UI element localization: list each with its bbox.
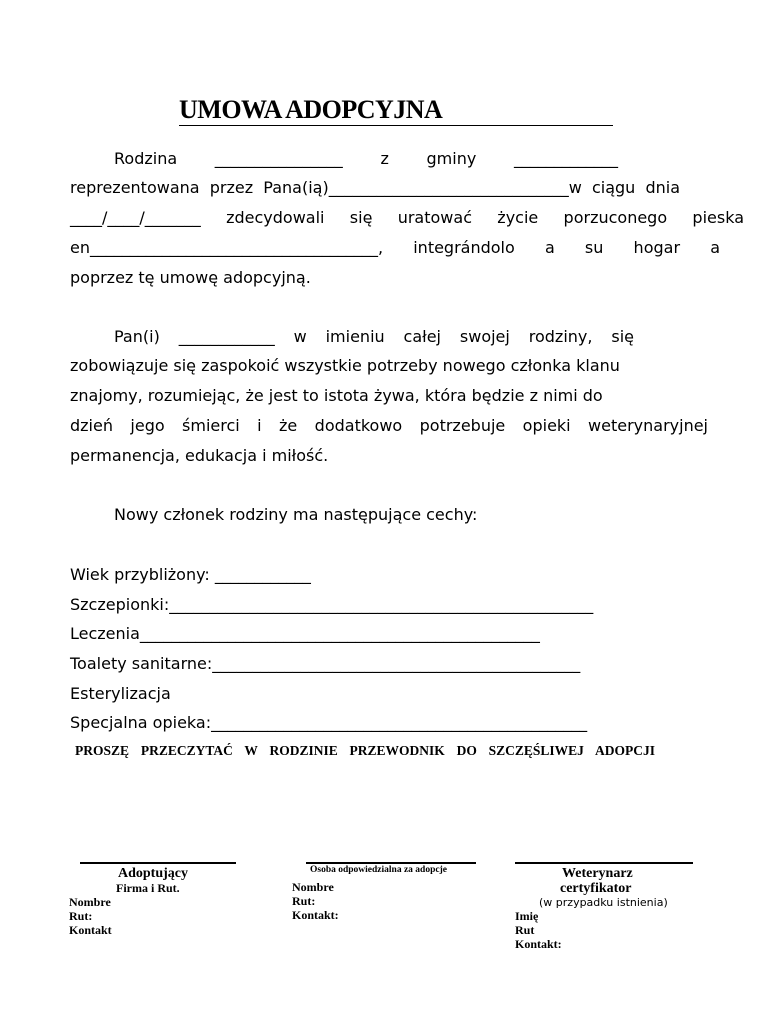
- adopter-title: Adoptujący: [118, 866, 189, 881]
- p1-line5: poprzez tę umowę adopcyjną.: [70, 268, 311, 287]
- adopter-subtitle: Firma i Rut.: [116, 881, 180, 895]
- document-title: UMOWA ADOPCYJNA: [179, 95, 443, 124]
- responsible-contact-label: Kontakt:: [292, 908, 339, 922]
- title-underline: [179, 96, 613, 126]
- signature-line-vet: [515, 862, 693, 864]
- signature-line-responsible: [306, 862, 476, 864]
- responsible-title: Osoba odpowiedzialna za adopcje: [310, 865, 447, 875]
- p2-line3: znajomy, rozumiejąc, że jest to istota żywa, która będzie z nimi do: [70, 386, 603, 405]
- field-special-care: Specjalna opieka:_______________________________________________: [70, 713, 588, 732]
- signature-line-adopter: [80, 862, 236, 864]
- responsible-name-label: Nombre: [292, 880, 334, 894]
- vet-subtitle: certyfikator: [560, 881, 632, 896]
- vet-contact-label: Kontakt:: [515, 937, 562, 951]
- p1-line1: Rodzina ________________ z gminy _____________: [114, 149, 618, 168]
- field-vaccines: Szczepionki:_____________________________________________________: [70, 595, 594, 614]
- adopter-name-label: Nombre: [69, 895, 111, 909]
- adopter-rut-label: Rut:: [69, 909, 93, 923]
- p1-line2: reprezentowana przez Pana(ią)______________________________w ciągu dnia: [70, 178, 681, 197]
- responsible-rut-label: Rut:: [292, 894, 316, 908]
- p2-line2: zobowiązuje się zaspokoić wszystkie potrzeby nowego członka klanu: [70, 356, 620, 375]
- vet-note: (w przypadku istnienia): [539, 896, 668, 909]
- paragraph-traits-intro: Nowy członek rodziny ma następujące cechy:: [114, 505, 478, 524]
- adopter-contact-label: Kontakt: [69, 923, 112, 937]
- vet-rut-label: Rut: [515, 923, 535, 937]
- vet-name-label: Imię: [515, 909, 539, 923]
- vet-title: Weterynarz: [562, 866, 633, 881]
- field-sterilization: Esterylizacja: [70, 684, 171, 703]
- notice-read-guide: PROSZĘ PRZECZYTAĆ W RODZINIE PRZEWODNIK DO SZCZĘŚLIWEJ ADOPCJI: [75, 743, 655, 758]
- p2-line1: Pan(i) ____________ w imieniu całej swojej rodziny, się: [114, 327, 634, 346]
- field-age: Wiek przybliżony: ____________: [70, 565, 311, 584]
- p1-line3: ____/____/_______ zdecydowali się uratować życie porzuconego pieska: [70, 208, 744, 227]
- p2-line4: dzień jego śmierci i że dodatkowo potrzebuje opieki weterynaryjnej: [70, 416, 708, 435]
- p1-line4: en____________________________________, integrándolo a su hogar a: [70, 238, 720, 257]
- p2-line5: permanencja, edukacja i miłość.: [70, 446, 329, 465]
- field-treatments: Leczenia__________________________________________________: [70, 624, 540, 643]
- field-toilets: Toalety sanitarne:______________________________________________: [70, 654, 581, 673]
